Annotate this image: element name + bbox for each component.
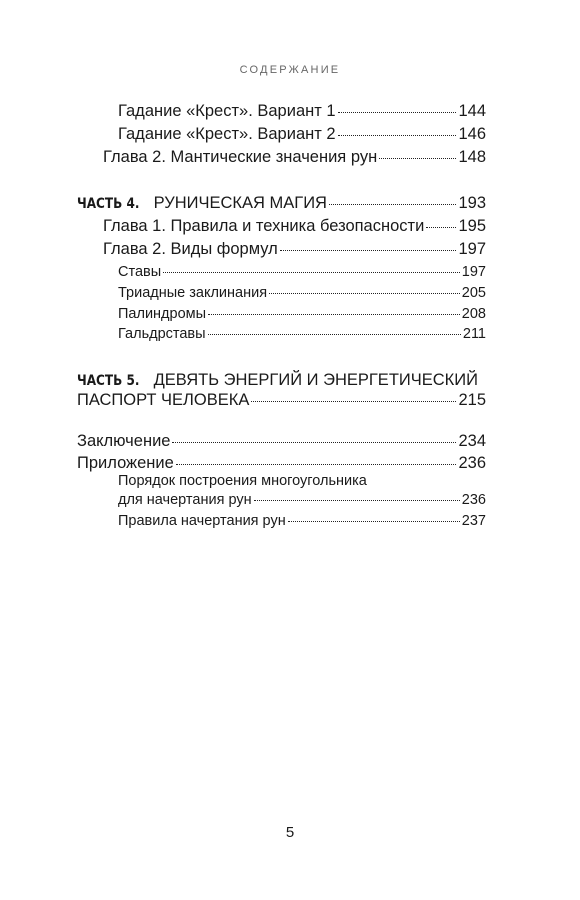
toc-entry-title: Глава 2. Виды формул <box>103 240 278 258</box>
toc-entry <box>103 240 486 259</box>
part-title: ДЕВЯТЬ ЭНЕРГИЙ И ЭНЕРГЕТИЧЕСКИЙ <box>153 371 479 389</box>
toc-entry-title: Ставы <box>118 264 162 280</box>
toc-entry-title: Глава 1. Правила и техника безопасности <box>103 217 425 235</box>
part-title: РУНИЧЕСКАЯ МАГИЯ <box>153 194 327 212</box>
dot-leader <box>426 227 456 228</box>
toc-entry-page: 211 <box>462 326 486 342</box>
toc-entry-page: 146 <box>458 125 486 143</box>
toc-entry <box>118 326 486 342</box>
toc-entry-page: 236 <box>458 454 486 472</box>
toc-entry <box>118 306 486 322</box>
toc-part-heading <box>77 194 486 213</box>
dot-leader <box>254 500 460 501</box>
part-title-continued: ПАСПОРТ ЧЕЛОВЕКА <box>77 391 250 409</box>
dot-leader <box>379 158 456 159</box>
toc-entry-title: Приложение <box>77 454 174 472</box>
toc-entry <box>118 285 486 301</box>
toc-entry-page: 205 <box>461 285 486 301</box>
dot-leader <box>280 250 457 251</box>
part-number: ЧАСТЬ 5. <box>77 373 140 389</box>
toc-entry <box>118 492 486 508</box>
dot-leader <box>208 314 460 315</box>
dot-leader <box>172 442 456 443</box>
toc-entry-page: 197 <box>461 264 486 280</box>
toc-entry-title: Гадание «Крест». Вариант 1 <box>118 102 336 120</box>
part-number: ЧАСТЬ 4. <box>77 196 140 212</box>
toc-entry-title: Палиндромы <box>118 306 207 322</box>
toc-entry <box>103 217 486 236</box>
toc-entry <box>103 148 486 167</box>
toc-entry-page: 195 <box>458 217 486 235</box>
toc-entry-title-line1: Порядок построения многоугольника <box>118 473 367 489</box>
toc-entry-title: Гадание «Крест». Вариант 2 <box>118 125 336 143</box>
toc-part-title-wrap <box>77 194 327 213</box>
toc-entry-page: 197 <box>458 240 486 258</box>
toc-entry-title: Глава 2. Мантические значения рун <box>103 148 378 166</box>
toc-entry-title: Триадные заклинания <box>118 285 268 301</box>
dot-leader <box>251 401 456 402</box>
toc-entry <box>118 125 486 144</box>
toc-entry <box>118 264 486 280</box>
toc-entry-title: Заключение <box>77 432 171 450</box>
toc-entry-page: 237 <box>461 513 486 529</box>
dot-leader <box>163 272 460 273</box>
toc-entry-page: 144 <box>458 102 486 120</box>
dot-leader <box>176 464 457 465</box>
toc-part-heading-line2 <box>77 391 486 410</box>
toc-entry-page: 234 <box>458 432 486 450</box>
toc-entry-page: 148 <box>458 148 486 166</box>
dot-leader <box>208 334 461 335</box>
toc-entry <box>118 102 486 121</box>
toc-entry-page: 193 <box>458 194 486 212</box>
dot-leader <box>338 135 457 136</box>
toc-part-heading-line1 <box>77 371 478 390</box>
page-number: 5 <box>285 824 295 841</box>
dot-leader <box>338 112 457 113</box>
dot-leader <box>269 293 460 294</box>
toc-entry <box>77 432 486 451</box>
toc-entry-page: 236 <box>461 492 486 508</box>
toc-entry-title: Гальдрставы <box>118 326 206 342</box>
toc-entry-title: Правила начертания рун <box>118 513 286 529</box>
toc-entry-title-line2: для начертания рун <box>118 492 252 508</box>
toc-entry <box>77 454 486 473</box>
toc-entry-page: 215 <box>458 391 486 409</box>
running-head: СОДЕРЖАНИЕ <box>239 64 341 76</box>
dot-leader <box>288 521 460 522</box>
toc-entry-page: 208 <box>461 306 486 322</box>
toc-entry <box>118 513 486 529</box>
dot-leader <box>329 204 456 205</box>
